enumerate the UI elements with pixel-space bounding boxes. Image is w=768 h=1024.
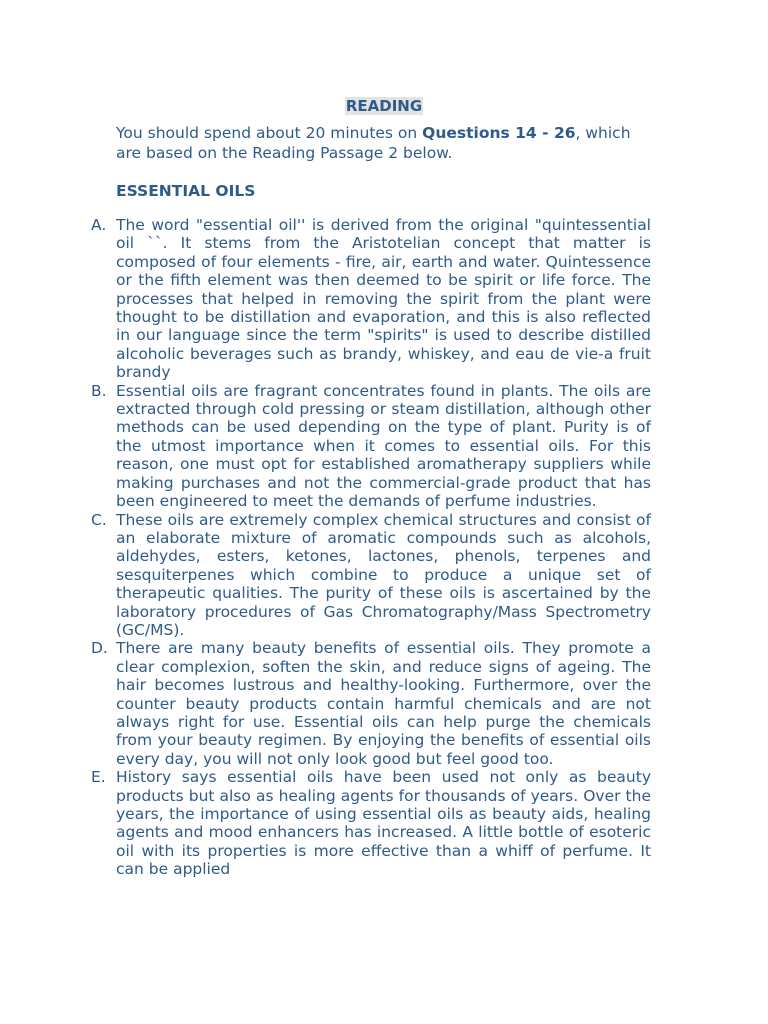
intro-question-range: Questions 14 - 26 — [422, 124, 576, 142]
intro-text-before: You should spend about 20 minutes on — [116, 124, 423, 142]
paragraph-marker: D. — [91, 639, 108, 658]
paragraph-text: These oils are extremely complex chemical structures and consist of an elaborate mixture of aromatic compounds such as alcohols, aldehydes, esters, ketones, lactones, phenols, terpenes and sesquiterpenes which combine to produce a unique set of therapeutic qualities. The purity of these oils is ascertained by the laboratory procedures of Gas Chromatography/Mass Spectrometry (GC/MS). — [116, 510, 651, 639]
section-heading-label: READING — [345, 97, 423, 115]
section-heading — [0, 96, 768, 115]
paragraph-list — [91, 216, 651, 879]
paragraph-marker: A. — [91, 216, 107, 234]
paragraph-marker: E. — [91, 768, 106, 787]
paragraph-e — [91, 768, 651, 878]
paragraph-d — [91, 639, 651, 768]
paragraph-b — [91, 382, 651, 511]
paragraph-marker: B. — [91, 381, 107, 400]
intro-text-after: , which are based on the Reading Passage 2 below. — [116, 124, 631, 162]
paragraph-text: There are many beauty benefits of essential oils. They promote a clear complexion, soften the skin, and reduce signs of ageing. The hair becomes lustrous and healthy-looking. Furthermore, over the counter beauty products contain harmful chemicals and are not always right for use. Essential oils can help purge the chemicals from your beauty regimen. By enjoying the benefits of essential oils every day, you will not only look good but feel good too. — [116, 639, 651, 768]
paragraph-marker: C. — [91, 510, 107, 529]
paragraph-text: History says essential oils have been used not only as beauty products but also as healing agents for thousands of years. Over the years, the importance of using essential oils as beauty aids, healing agents and mood enhancers has increased. A little bottle of esoteric oil with its properties is more effective than a whiff of perfume. It can be applied — [116, 768, 651, 879]
paragraph-a — [91, 216, 651, 382]
paragraph-text: The word "essential oil'' is derived from the original "quintessential oil ``. It stems from the Aristotelian concept that matter is composed of four elements - fire, air, earth and water. Quintessence or the fifth element was then deemed to be spirit or life force. The processes that helped in removing the spirit from the plant were thought to be distillation and evaporation, and this is also reflected in our language since the term "spirits" is used to describe distilled alcoholic beverages such as brandy, whiskey, and eau de vie-a fruit brandy — [116, 216, 651, 382]
paragraph-text: Essential oils are fragrant concentrates found in plants. The oils are extracted through cold pressing or steam distillation, although other methods can be used depending on the type of plant. Purity is of the utmost importance when it comes to essential oils. For this reason, one must opt for established aromatherapy suppliers while making purchases and not the commercial-grade product that has been engineered to meet the demands of perfume industries. — [116, 381, 651, 511]
passage-title: ESSENTIAL OILS — [116, 182, 256, 200]
intro-instructions — [116, 123, 651, 163]
paragraph-c — [91, 511, 651, 640]
